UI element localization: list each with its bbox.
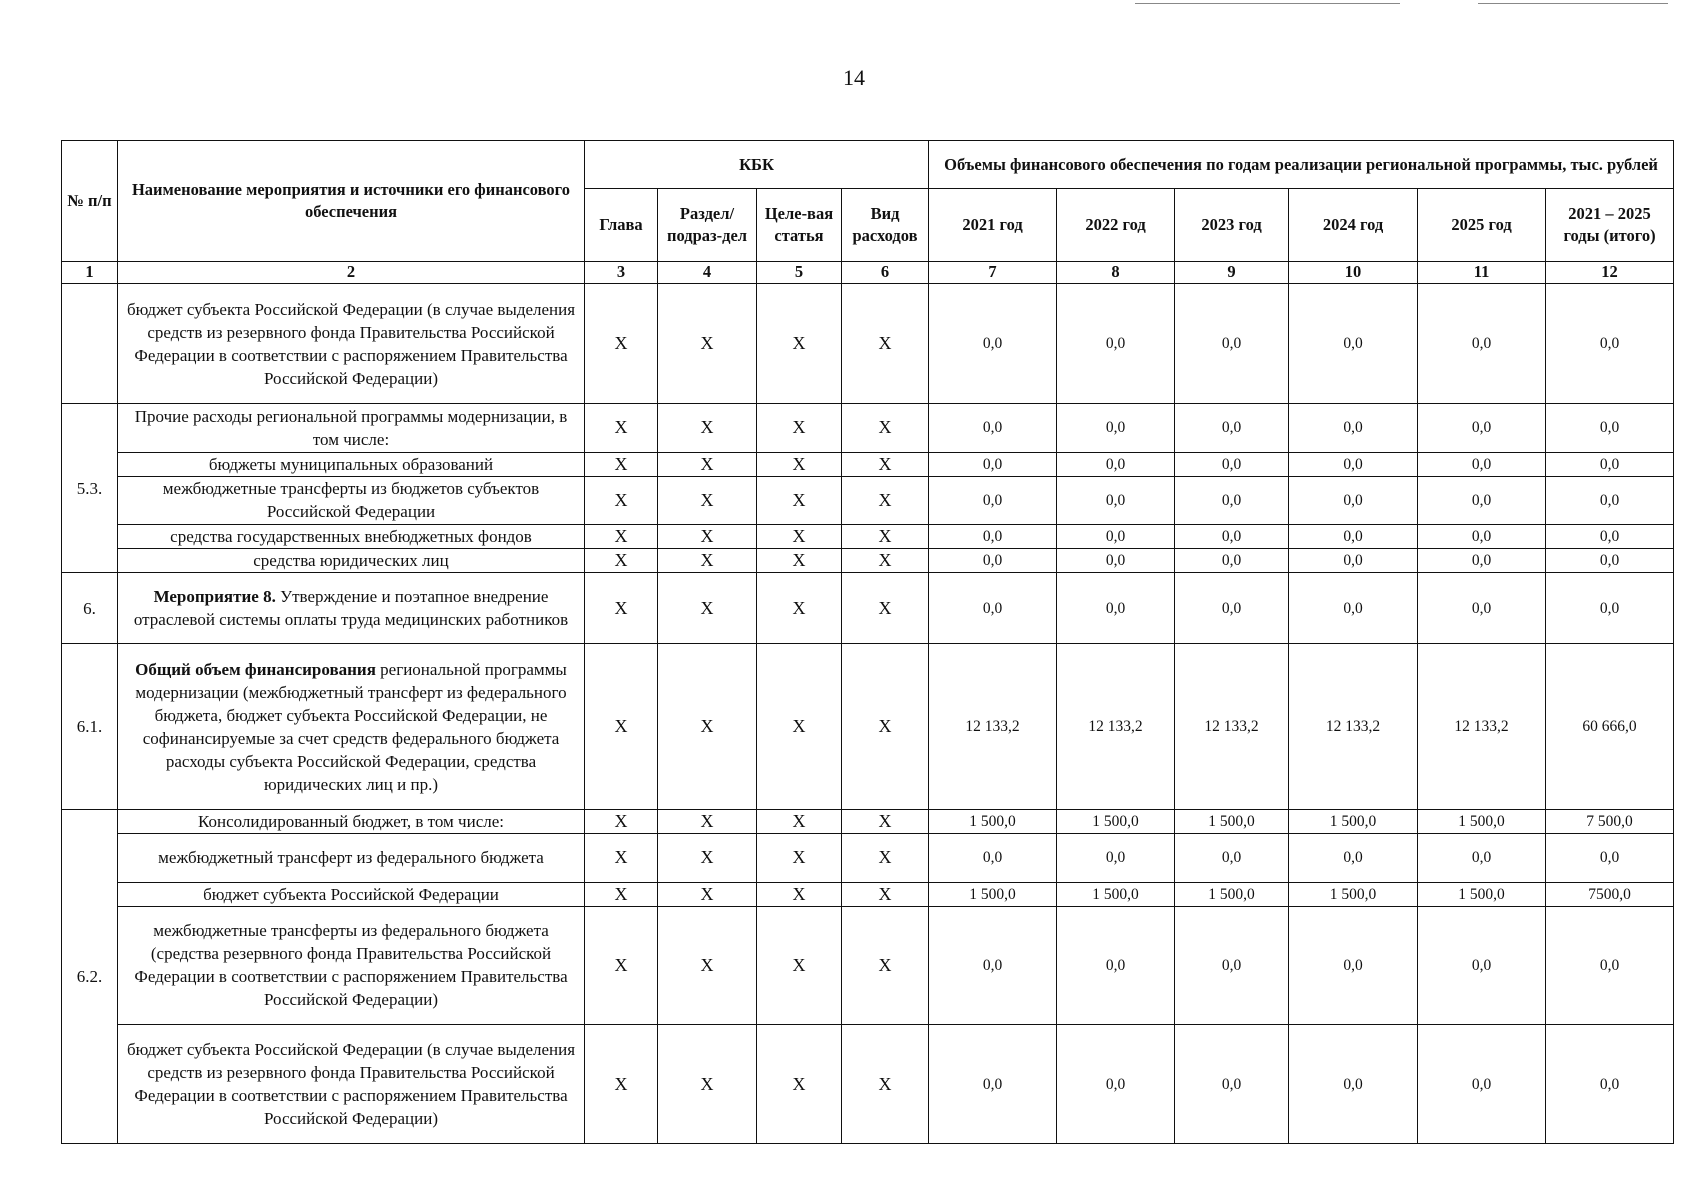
kbk-razdel: X <box>658 644 757 810</box>
value-2023: 0,0 <box>1175 404 1289 452</box>
header-num: № п/п <box>62 141 118 262</box>
value-2025: 0,0 <box>1418 404 1546 452</box>
row-name-bold: Общий объем финансирования <box>135 659 376 679</box>
value-2022: 0,0 <box>1057 476 1175 524</box>
row-name-bold: Мероприятие 8. <box>153 587 276 607</box>
value-2021: 0,0 <box>929 452 1057 476</box>
kbk-glava: X <box>585 834 658 882</box>
financing-table <box>61 140 1674 1144</box>
value-2021: 0,0 <box>929 834 1057 882</box>
value-total: 0,0 <box>1546 834 1674 882</box>
kbk-statya: X <box>757 906 842 1025</box>
value-2025: 0,0 <box>1418 1025 1546 1144</box>
value-2023: 1 500,0 <box>1175 882 1289 906</box>
value-total: 0,0 <box>1546 404 1674 452</box>
value-2025: 0,0 <box>1418 548 1546 572</box>
value-total: 7 500,0 <box>1546 810 1674 834</box>
value-2023: 1 500,0 <box>1175 810 1289 834</box>
value-2024: 0,0 <box>1289 283 1418 404</box>
table-row <box>62 906 1674 1025</box>
kbk-glava: X <box>585 548 658 572</box>
row-name: межбюджетный трансферт из федерального бюджета <box>118 834 585 882</box>
kbk-razdel: X <box>658 404 757 452</box>
value-2022: 1 500,0 <box>1057 882 1175 906</box>
kbk-vid: X <box>842 573 929 644</box>
kbk-statya: X <box>757 548 842 572</box>
header-name: Наименование мероприятия и источники его финансового обеспечения <box>118 141 585 262</box>
kbk-vid: X <box>842 524 929 548</box>
value-2021: 1 500,0 <box>929 810 1057 834</box>
column-number: 9 <box>1175 261 1289 283</box>
value-2021: 0,0 <box>929 283 1057 404</box>
header-kbk: КБК <box>585 141 929 189</box>
kbk-statya: X <box>757 810 842 834</box>
table-row <box>62 834 1674 882</box>
value-2024: 0,0 <box>1289 573 1418 644</box>
header-volumes: Объемы финансового обеспечения по годам реализации региональной программы, тыс. рублей <box>929 141 1674 189</box>
value-2022: 0,0 <box>1057 906 1175 1025</box>
kbk-statya: X <box>757 476 842 524</box>
row-number-empty <box>62 283 118 404</box>
value-2021: 0,0 <box>929 906 1057 1025</box>
kbk-glava: X <box>585 810 658 834</box>
value-2025: 0,0 <box>1418 573 1546 644</box>
kbk-razdel: X <box>658 283 757 404</box>
kbk-razdel: X <box>658 452 757 476</box>
row-name <box>118 573 585 644</box>
column-number: 6 <box>842 261 929 283</box>
table-row <box>62 882 1674 906</box>
value-2022: 0,0 <box>1057 1025 1175 1144</box>
kbk-glava: X <box>585 524 658 548</box>
kbk-razdel: X <box>658 882 757 906</box>
kbk-razdel: X <box>658 906 757 1025</box>
value-2021: 0,0 <box>929 476 1057 524</box>
value-2025: 0,0 <box>1418 906 1546 1025</box>
value-total: 7500,0 <box>1546 882 1674 906</box>
page-number: 14 <box>843 65 865 90</box>
row-name-text: региональной программы модернизации (межбюджетный трансферт из федерального бюджета, бюджет субъекта Российской Федерации, не софинансируемые за счет средств федерального бюджета расходы субъекта Российской Федерации, средства юридических лиц и пр.) <box>135 659 567 794</box>
value-2022: 0,0 <box>1057 573 1175 644</box>
row-number: 6. <box>62 573 118 644</box>
kbk-statya: X <box>757 882 842 906</box>
column-number: 7 <box>929 261 1057 283</box>
top-scan-line-right <box>1478 3 1668 4</box>
column-number: 10 <box>1289 261 1418 283</box>
header-glava: Глава <box>585 189 658 261</box>
row-name: бюджет субъекта Российской Федерации (в случае выделения средств из резервного фонда Правительства Российской Федерации в соответствии с распоряжением Правительства Российской Федерации) <box>118 1025 585 1144</box>
value-2022: 0,0 <box>1057 404 1175 452</box>
kbk-vid: X <box>842 1025 929 1144</box>
kbk-glava: X <box>585 882 658 906</box>
table-row <box>62 1025 1674 1144</box>
table-row <box>62 476 1674 524</box>
value-2025: 12 133,2 <box>1418 644 1546 810</box>
row-name-text: Утверждение и поэтапное внедрение отраслевой системы оплаты труда медицинских работников <box>133 587 569 630</box>
row-name: межбюджетные трансферты из бюджетов субъектов Российской Федерации <box>118 476 585 524</box>
kbk-statya: X <box>757 1025 842 1144</box>
value-2022: 12 133,2 <box>1057 644 1175 810</box>
value-2022: 0,0 <box>1057 524 1175 548</box>
row-name: Прочие расходы региональной программы модернизации, в том числе: <box>118 404 585 452</box>
value-2024: 0,0 <box>1289 834 1418 882</box>
kbk-glava: X <box>585 476 658 524</box>
header-2021: 2021 год <box>929 189 1057 261</box>
value-total: 0,0 <box>1546 452 1674 476</box>
value-2022: 0,0 <box>1057 834 1175 882</box>
value-2025: 0,0 <box>1418 476 1546 524</box>
row-name <box>118 644 585 810</box>
value-2023: 0,0 <box>1175 1025 1289 1144</box>
kbk-statya: X <box>757 452 842 476</box>
table-row <box>62 452 1674 476</box>
kbk-razdel: X <box>658 548 757 572</box>
kbk-vid: X <box>842 906 929 1025</box>
kbk-vid: X <box>842 452 929 476</box>
kbk-statya: X <box>757 644 842 810</box>
value-total: 0,0 <box>1546 524 1674 548</box>
kbk-statya: X <box>757 524 842 548</box>
header-vid: Вид расходов <box>842 189 929 261</box>
value-2021: 0,0 <box>929 548 1057 572</box>
header-2023: 2023 год <box>1175 189 1289 261</box>
header-2022: 2022 год <box>1057 189 1175 261</box>
header-2025: 2025 год <box>1418 189 1546 261</box>
value-2023: 0,0 <box>1175 548 1289 572</box>
value-2022: 0,0 <box>1057 452 1175 476</box>
value-2022: 0,0 <box>1057 283 1175 404</box>
value-2022: 0,0 <box>1057 548 1175 572</box>
row-name: Консолидированный бюджет, в том числе: <box>118 810 585 834</box>
value-2025: 0,0 <box>1418 283 1546 404</box>
row-name: средства государственных внебюджетных фондов <box>118 524 585 548</box>
kbk-vid: X <box>842 548 929 572</box>
value-2021: 0,0 <box>929 1025 1057 1144</box>
kbk-glava: X <box>585 573 658 644</box>
kbk-razdel: X <box>658 476 757 524</box>
value-2021: 0,0 <box>929 404 1057 452</box>
table-row <box>62 548 1674 572</box>
header-total: 2021 – 2025 годы (итого) <box>1546 189 1674 261</box>
header-row-1 <box>62 141 1674 189</box>
table-row <box>62 524 1674 548</box>
column-number: 1 <box>62 261 118 283</box>
kbk-razdel: X <box>658 524 757 548</box>
value-total: 0,0 <box>1546 283 1674 404</box>
table-row <box>62 404 1674 452</box>
kbk-vid: X <box>842 882 929 906</box>
kbk-glava: X <box>585 452 658 476</box>
column-number: 5 <box>757 261 842 283</box>
table-row <box>62 573 1674 644</box>
kbk-glava: X <box>585 906 658 1025</box>
value-2024: 1 500,0 <box>1289 810 1418 834</box>
kbk-vid: X <box>842 644 929 810</box>
value-2024: 12 133,2 <box>1289 644 1418 810</box>
kbk-razdel: X <box>658 573 757 644</box>
value-2023: 0,0 <box>1175 283 1289 404</box>
column-number: 12 <box>1546 261 1674 283</box>
value-2024: 0,0 <box>1289 1025 1418 1144</box>
value-2023: 12 133,2 <box>1175 644 1289 810</box>
kbk-vid: X <box>842 476 929 524</box>
header-razdel: Раздел/ подраз-дел <box>658 189 757 261</box>
kbk-vid: X <box>842 404 929 452</box>
value-2023: 0,0 <box>1175 524 1289 548</box>
value-total: 0,0 <box>1546 906 1674 1025</box>
column-number-row <box>62 261 1674 283</box>
header-statya: Целе-вая статья <box>757 189 842 261</box>
value-2024: 1 500,0 <box>1289 882 1418 906</box>
value-2023: 0,0 <box>1175 476 1289 524</box>
value-2023: 0,0 <box>1175 906 1289 1025</box>
value-2023: 0,0 <box>1175 834 1289 882</box>
top-scan-line-left <box>1135 3 1400 4</box>
table-row <box>62 644 1674 810</box>
kbk-glava: X <box>585 283 658 404</box>
column-number: 8 <box>1057 261 1175 283</box>
value-2021: 1 500,0 <box>929 882 1057 906</box>
row-name: бюджет субъекта Российской Федерации (в случае выделения средств из резервного фонда Правительства Российской Федерации в соответствии с распоряжением Правительства Российской Федерации) <box>118 283 585 404</box>
column-number: 11 <box>1418 261 1546 283</box>
value-2024: 0,0 <box>1289 452 1418 476</box>
row-name: бюджет субъекта Российской Федерации <box>118 882 585 906</box>
column-number: 3 <box>585 261 658 283</box>
value-total: 0,0 <box>1546 1025 1674 1144</box>
kbk-statya: X <box>757 283 842 404</box>
kbk-vid: X <box>842 834 929 882</box>
column-number: 4 <box>658 261 757 283</box>
column-number: 2 <box>118 261 585 283</box>
kbk-razdel: X <box>658 810 757 834</box>
row-name: межбюджетные трансферты из федерального бюджета (средства резервного фонда Правительства Российской Федерации в соответствии с распоряжением Правительства Российской Федерации) <box>118 906 585 1025</box>
value-2025: 1 500,0 <box>1418 810 1546 834</box>
value-2021: 0,0 <box>929 573 1057 644</box>
value-2024: 0,0 <box>1289 476 1418 524</box>
value-2023: 0,0 <box>1175 452 1289 476</box>
row-name: бюджеты муниципальных образований <box>118 452 585 476</box>
kbk-statya: X <box>757 573 842 644</box>
value-2023: 0,0 <box>1175 573 1289 644</box>
header-2024: 2024 год <box>1289 189 1418 261</box>
value-2022: 1 500,0 <box>1057 810 1175 834</box>
value-2021: 0,0 <box>929 524 1057 548</box>
table-row <box>62 283 1674 404</box>
value-2024: 0,0 <box>1289 548 1418 572</box>
row-name: средства юридических лиц <box>118 548 585 572</box>
value-2025: 0,0 <box>1418 452 1546 476</box>
value-total: 0,0 <box>1546 573 1674 644</box>
kbk-statya: X <box>757 834 842 882</box>
value-2025: 1 500,0 <box>1418 882 1546 906</box>
row-number: 5.3. <box>62 404 118 573</box>
kbk-vid: X <box>842 810 929 834</box>
kbk-glava: X <box>585 404 658 452</box>
kbk-glava: X <box>585 1025 658 1144</box>
value-2024: 0,0 <box>1289 906 1418 1025</box>
value-2025: 0,0 <box>1418 834 1546 882</box>
row-number: 6.1. <box>62 644 118 810</box>
value-2024: 0,0 <box>1289 404 1418 452</box>
kbk-vid: X <box>842 283 929 404</box>
kbk-razdel: X <box>658 834 757 882</box>
row-number: 6.2. <box>62 810 118 1144</box>
value-2021: 12 133,2 <box>929 644 1057 810</box>
value-total: 0,0 <box>1546 548 1674 572</box>
value-2025: 0,0 <box>1418 524 1546 548</box>
value-total: 0,0 <box>1546 476 1674 524</box>
table-row <box>62 810 1674 834</box>
value-2024: 0,0 <box>1289 524 1418 548</box>
value-total: 60 666,0 <box>1546 644 1674 810</box>
kbk-razdel: X <box>658 1025 757 1144</box>
kbk-glava: X <box>585 644 658 810</box>
kbk-statya: X <box>757 404 842 452</box>
